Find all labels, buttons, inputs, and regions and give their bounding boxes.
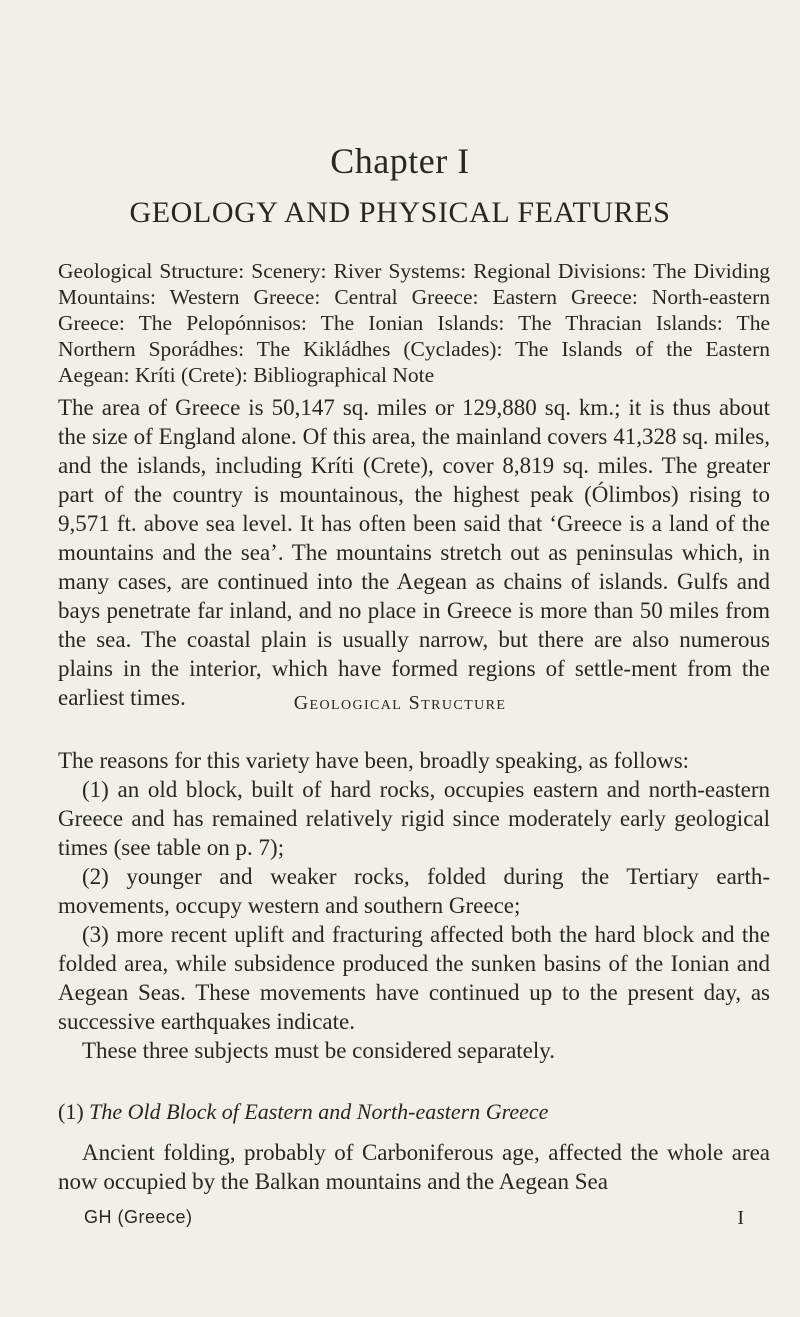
chapter-label: Chapter I [330, 141, 470, 181]
page-number: I [737, 1207, 744, 1229]
chapter-title: GEOLOGY AND PHYSICAL FEATURES [129, 196, 671, 229]
section-heading: Geological Structure [293, 692, 507, 714]
subsection-number: (1) [58, 1099, 84, 1124]
chapter-summary [58, 258, 770, 388]
page-footer [84, 1207, 744, 1230]
section-closing: These three subjects must be considered separately. [82, 1038, 556, 1063]
structure-item: (3) more recent uplift and fracturing affected both the hard block and the folded area, while subsidence produced the sunken basins of the Ionian and Aegean Seas. These movements have continued up to the present day, as successive earthquakes indicate. [58, 922, 770, 1034]
printer-signature: GH (Greece) [84, 1207, 193, 1227]
structure-section [58, 746, 770, 1065]
subsection-paragraph: Ancient folding, probably of Carboniferous age, affected the whole area now occupied by the Balkan mountains and the Aegean Sea [58, 1140, 770, 1194]
intro-section [58, 393, 770, 712]
subsection-body [58, 1138, 770, 1196]
summary-text: Geological Structure: Scenery: River Systems: Regional Divisions: The Dividing Mountains: Western Greece: Central Greece: Eastern Greece: North-eastern Greece: The Pelopónnisos: The Ionian Islands: The Thracian Islands: The Northern Sporádhes: The Kikládhes (Cyclades): The Islands of the Eastern Aegean: Kríti (Crete): Bibliographical Note [58, 259, 770, 387]
intro-paragraph: The area of Greece is 50,147 sq. miles or 129,880 sq. km.; it is thus about the size of England alone. Of this area, the mainland covers 41,328 sq. miles, and the islands, including Kríti (Crete), cover 8,819 sq. miles. The greater part of the country is mountainous, the highest peak (Ólimbos) rising to 9,571 ft. above sea level. It has often been said that ‘Greece is a land of the mountains and the sea’. The mountains stretch out as peninsulas which, in many cases, are continued into the Aegean as chains of islands. Gulfs and bays penetrate far inland, and no place in Greece is more than 50 miles from the sea. The coastal plain is usually narrow, but there are also numerous plains in the interior, which have formed regions of settle-ment from the earliest times. [58, 395, 770, 710]
structure-item: (2) younger and weaker rocks, folded during the Tertiary earth-movements, occupy western and southern Greece; [58, 864, 770, 918]
subsection-heading [58, 1097, 770, 1126]
subsection-title: The Old Block of Eastern and North-eastern Greece [89, 1099, 549, 1124]
structure-item: (1) an old block, built of hard rocks, occupies eastern and north-eastern Greece and has remained relatively rigid since moderately early geological times (see table on p. 7); [58, 777, 770, 860]
section-lead: The reasons for this variety have been, broadly speaking, as follows: [58, 748, 690, 773]
